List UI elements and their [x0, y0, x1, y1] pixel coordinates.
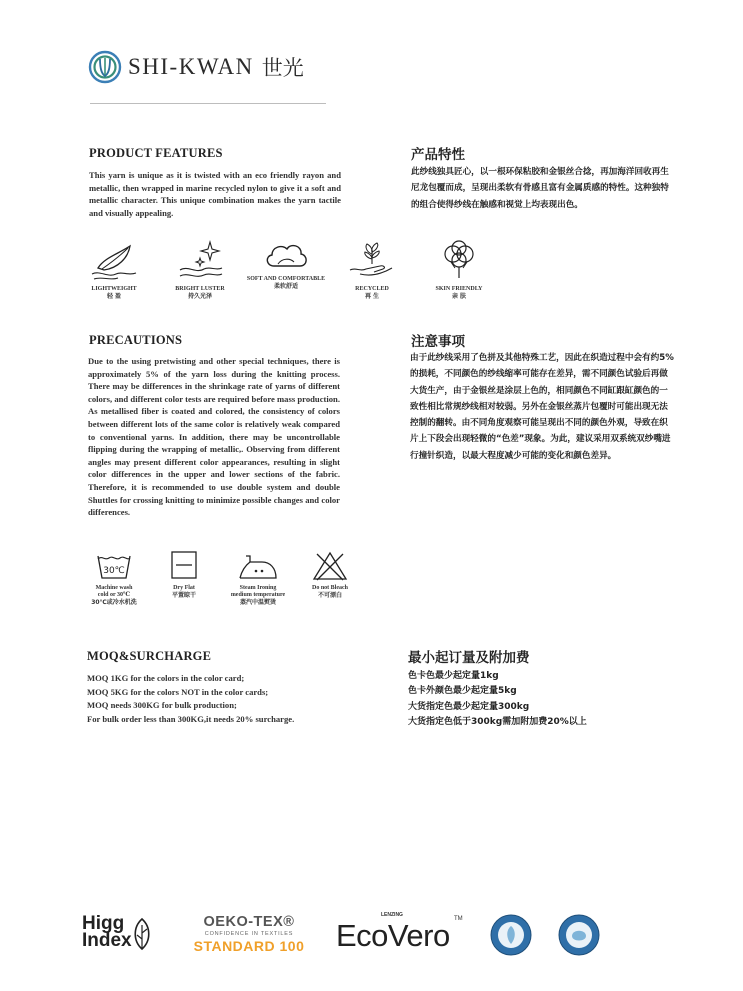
- precautions-text-cn: 由于此纱线采用了色拼及其他特殊工艺，因此在织造过程中会有约5%的损耗，不同颜色的纱线缩率可能存在差异，需不同颜色试验后再做大货生产，由于金银丝是涂层上色的，相同颜色不同缸跟缸颜色的一致性相比常规纱线相对较弱。另外在金银丝蒸片包覆时可能出现无法控制的翻转。由不同角度观察可能呈现出不同的颜色外观，导致在织片上下段会出现轻微的“色差”现象。为此，建议采用双系统双纱嘴进行撞针织造，以最大程度减少可能的变化和颜色差异。: [410, 353, 674, 461]
- care-steam-iron: [218, 550, 298, 607]
- precautions-text: Due to the using pretwisting and other special techniques, there is approximately 5% of the yarn loss during the knitting process. There may be differences in the shrinkage rate of yarns of different colors, and different color tests are required before mass production. As metallised fiber is coated and colored, the consistency of colors between different lots of the same color is relatively weak compared to conventional yarns. In addition, there may be uncontrollable flipping during the wrapping of metallic,. Observing from different angles may present different color appearances, resulting in slight color differences in the upper and lower sections of the fabric. Therefore, it is recommended to use double system and double Shuttles for crossing knitting to minimize possible changes and color differences.: [88, 356, 340, 518]
- moq-line-cn: 大货指定色最少起定量300kg: [408, 701, 530, 712]
- feather-icon: [88, 238, 140, 282]
- ecovero-logo: [336, 912, 463, 954]
- lenzing-text: LENZING: [381, 912, 403, 918]
- brand-name: SHI-KWAN: [128, 54, 254, 79]
- machine-wash-30-icon: [96, 550, 132, 582]
- leaf-icon: [132, 917, 152, 951]
- wash-temperature: 30℃: [103, 566, 125, 576]
- brand-header: [88, 50, 304, 84]
- care-label-cn: 30℃或冷水机洗: [91, 599, 137, 606]
- trademark-text: TM: [454, 916, 463, 922]
- header-divider: [90, 103, 326, 104]
- recycled-badge-icon: [490, 914, 532, 956]
- care-label-2: cold or 30℃: [97, 592, 131, 598]
- moq-heading: MOQ&SURCHARGE: [87, 649, 212, 663]
- product-features-text-cn: 此纱线独具匠心，以一根环保粘胶和金银丝合捻，再加海洋回收再生尼龙包覆而成，呈现出柔软有骨感且富有金属质感的特性。这种独特的组合使得纱线在触感和视觉上均表现出色。: [411, 167, 669, 210]
- feature-label-cn: 持久光泽: [187, 293, 212, 300]
- precautions-heading-cn: 注意事项: [411, 334, 465, 350]
- care-machine-wash: [74, 550, 154, 607]
- dry-flat-icon: [166, 550, 202, 582]
- recycled-blend-badge-icon: [558, 914, 600, 956]
- moq-line: For bulk order less than 300KG,it needs 20% surcharge.: [87, 713, 295, 724]
- cotton-flower-icon: [433, 238, 485, 282]
- no-bleach-icon: [311, 550, 349, 582]
- feature-label-cn: 柔软舒适: [273, 283, 298, 290]
- feature-label-cn: 再 生: [364, 293, 380, 300]
- feature-label: RECYCLED: [355, 286, 389, 292]
- care-label: Dry Flat: [173, 585, 195, 591]
- product-features-text: This yarn is unique as it is twisted with an eco friendly rayon and metallic, then wrapped in marine recycled nylon to give it a soft and metallic character. This unique combination makes the yarn tactile and visually appealing.: [89, 170, 341, 218]
- care-label-cn: 蒸汽中温熨烫: [239, 599, 276, 606]
- moq-list-cn: [408, 669, 587, 730]
- moq-line-cn: 色卡色最少起定量1kg: [408, 671, 499, 681]
- moq-line: MOQ needs 300KG for bulk production;: [87, 700, 237, 710]
- care-no-bleach: [290, 550, 370, 600]
- product-features-heading: PRODUCT FEATURES: [89, 146, 223, 160]
- moq-line: MOQ 1KG for the colors in the color card;: [87, 673, 245, 683]
- oeko-tex-logo: [188, 914, 310, 954]
- care-label-cn: 不可漂白: [317, 592, 342, 599]
- moq-line-cn: 大货指定色低于300kg需加附加费20%以上: [408, 716, 587, 727]
- oeko-tex-title: OEKO-TEX®: [203, 914, 295, 930]
- moq-line: MOQ 5KG for the colors NOT in the color cards;: [87, 686, 269, 697]
- brand-name-cn: 世光: [261, 56, 304, 80]
- feature-label-cn: 轻 盈: [106, 293, 122, 300]
- ecovero-text: EcoVero: [336, 918, 450, 953]
- moq-line-cn: 色卡外颜色最少起定量5kg: [408, 686, 517, 697]
- care-label-cn: 平置晾干: [171, 592, 196, 599]
- care-label: Steam Ironing: [239, 585, 277, 591]
- oeko-tex-standard: STANDARD 100: [193, 938, 305, 954]
- care-dry-flat: [144, 550, 224, 600]
- sparkle-icon: [174, 238, 226, 282]
- feature-lightweight: [73, 238, 155, 301]
- feature-label: SKIN FRIENDLY: [435, 286, 483, 292]
- shikwan-logo-icon: [88, 50, 122, 84]
- feature-recycled: [331, 238, 413, 301]
- moq-list: [87, 672, 294, 726]
- moq-heading-cn: 最小起订量及附加费: [408, 650, 530, 666]
- feature-label-cn: 亲 肤: [451, 293, 467, 300]
- precautions-heading: PRECAUTIONS: [89, 333, 183, 347]
- feature-label: SOFT AND COMFORTABLE: [246, 276, 326, 282]
- higg-index-logo: [82, 915, 132, 949]
- feature-bright-luster: [159, 238, 241, 301]
- steam-iron-icon: [236, 550, 280, 582]
- care-label-2: medium temperature: [230, 592, 286, 598]
- oeko-tex-tagline: CONFIDENCE IN TEXTILES: [204, 931, 294, 937]
- cloud-icon: [260, 238, 312, 272]
- feature-skin-friendly: [418, 238, 500, 301]
- care-label: Do not Bleach: [312, 585, 348, 591]
- care-label: Machine wash: [95, 585, 133, 591]
- index-text: Index: [82, 930, 132, 951]
- feature-label: BRIGHT LUSTER: [175, 286, 225, 292]
- feature-soft-comfortable: [245, 238, 327, 291]
- higg-text: Higg: [82, 913, 125, 934]
- product-features-heading-cn: 产品特性: [411, 147, 465, 163]
- plant-hand-icon: [346, 238, 398, 282]
- feature-label: LIGHTWEIGHT: [91, 286, 137, 292]
